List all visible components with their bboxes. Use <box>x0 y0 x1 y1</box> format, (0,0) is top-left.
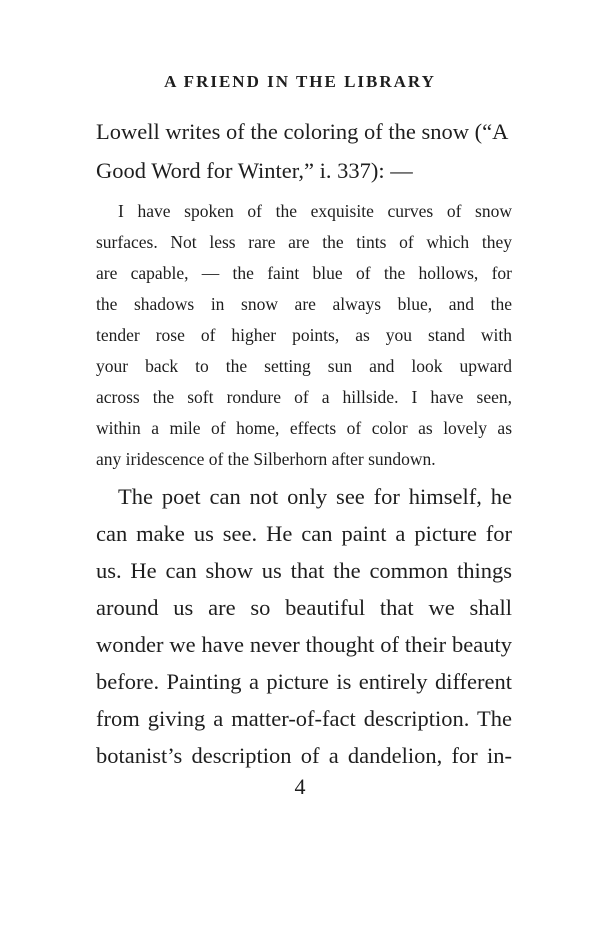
running-head: A FRIEND IN THE LIBRARY <box>164 72 436 91</box>
intro-line: Lowell writes of the coloring of the snow (“A <box>96 119 509 144</box>
quote-line: are capable, — the faint blue of the hollows, for <box>96 263 512 283</box>
quote-line: across the soft rondure of a hillside. I have seen, <box>96 387 512 407</box>
body-line: around us are so beautiful that we shall <box>96 595 512 620</box>
body-line: us. He can show us that the common things <box>96 558 512 583</box>
intro-line: Good Word for Winter,” i. 337): — <box>96 158 413 183</box>
body-line: from giving a matter-of-fact description. The <box>96 706 512 731</box>
body-paragraph <box>96 478 512 774</box>
quote-line: surfaces. Not less rare are the tints of which they <box>96 232 512 252</box>
quote-line: the shadows in snow are always blue, and the <box>96 294 512 314</box>
body-line: before. Painting a picture is entirely different <box>96 669 512 694</box>
quote-line: I have spoken of the exquisite curves of snow <box>118 201 512 221</box>
page-number: 4 <box>294 774 306 799</box>
body-line: can make us see. He can paint a picture for <box>96 521 512 546</box>
body-line: botanist’s description of a dandelion, for in- <box>96 743 512 768</box>
quote-line: any iridescence of the Silberhorn after sundown. <box>96 449 436 469</box>
lowell-quote <box>96 196 512 475</box>
quote-line: tender rose of higher points, as you stand with <box>96 325 512 345</box>
body-line: The poet can not only see for himself, he <box>118 484 512 509</box>
body-line: wonder we have never thought of their beauty <box>96 632 512 657</box>
quote-line: within a mile of home, effects of color as lovely as <box>96 418 512 438</box>
quote-line: your back to the setting sun and look upward <box>96 356 512 376</box>
intro-paragraph <box>96 112 512 190</box>
